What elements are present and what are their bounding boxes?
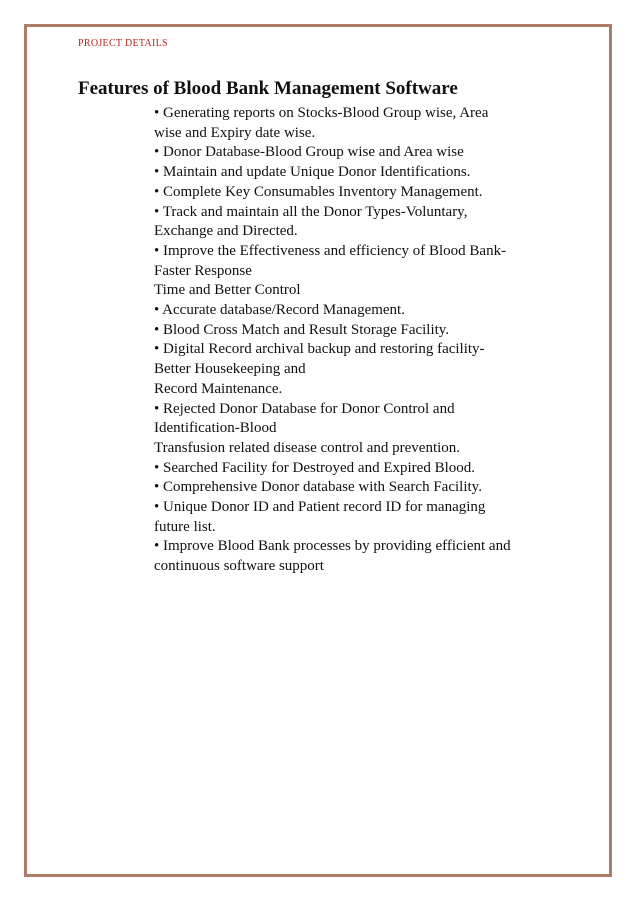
feature-line: Transfusion related disease control and prevention. — [154, 439, 461, 456]
feature-line: wise and Expiry date wise. — [154, 124, 316, 141]
feature-line: future list. — [154, 518, 216, 535]
feature-line: • Searched Facility for Destroyed and Expired Blood. — [154, 459, 475, 476]
feature-line: • Donor Database-Blood Group wise and Area wise — [154, 144, 464, 161]
feature-line: Faster Response — [154, 262, 252, 279]
feature-line: continuous software support — [154, 558, 324, 575]
feature-line: • Complete Key Consumables Inventory Management. — [154, 183, 483, 200]
feature-line: • Track and maintain all the Donor Types-Voluntary, — [154, 203, 468, 220]
feature-list — [154, 104, 561, 577]
feature-line: Better Housekeeping and — [154, 361, 306, 378]
feature-line: • Digital Record archival backup and restoring facility- — [154, 341, 485, 358]
document-title: Features of Blood Bank Management Software — [78, 78, 458, 99]
feature-line: • Rejected Donor Database for Donor Control and — [154, 400, 455, 417]
feature-line: • Unique Donor ID and Patient record ID for managing — [154, 499, 486, 516]
feature-line: • Comprehensive Donor database with Search Facility. — [154, 479, 482, 496]
page-header-label: PROJECT DETAILS — [78, 38, 168, 49]
feature-line: • Blood Cross Match and Result Storage Facility. — [154, 321, 450, 338]
feature-line: • Maintain and update Unique Donor Identifications. — [154, 164, 471, 181]
feature-line: Time and Better Control — [154, 282, 301, 299]
feature-line: • Improve the Effectiveness and efficiency of Blood Bank- — [154, 242, 507, 259]
feature-line: • Improve Blood Bank processes by providing efficient and — [154, 538, 511, 555]
feature-line: Exchange and Directed. — [154, 223, 298, 240]
feature-line: Record Maintenance. — [154, 380, 283, 397]
feature-line: • Accurate database/Record Management. — [154, 302, 405, 319]
feature-line: • Generating reports on Stocks-Blood Group wise, Area — [154, 105, 489, 121]
feature-line: Identification-Blood — [154, 420, 277, 437]
